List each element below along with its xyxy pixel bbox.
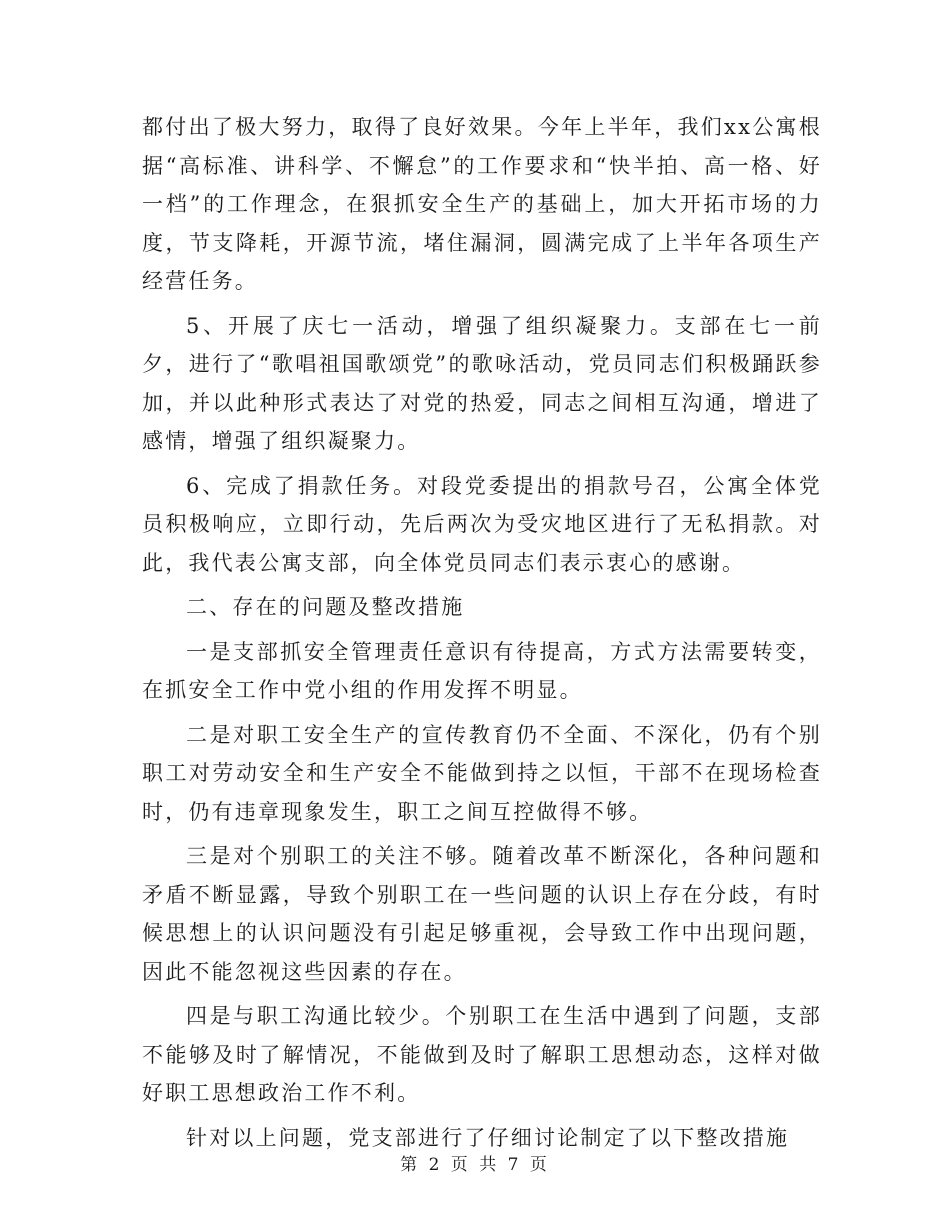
problem-2: 二是对职工安全生产的宣传教育仍不全面、不深化，仍有个别职工对劳动安全和生产安全不能做到持之以恒，干部不在现场检查时，仍有违章现象发生，职工之间互控做得不够。 — [142, 722, 822, 824]
document-body — [142, 108, 822, 1163]
section-heading: 二、存在的问题及整改措施 — [186, 595, 465, 619]
paragraph-item-5: 5、开展了庆七一活动，增强了组织凝聚力。支部在七一前夕，进行了“歌唱祖国歌颂党”的歌咏活动，党员同志们积极踊跃参加，并以此种形式表达了对党的热爱，同志之间相互沟通，增进了感情，增强了组织凝聚力。 — [142, 313, 822, 453]
measures-intro: 针对以上问题，党支部进行了仔细讨论制定了以下整改措施 — [186, 1125, 790, 1150]
page-footer: 第 2 页 共 7 页 — [400, 1155, 550, 1175]
problem-1: 一是支部抓安全管理责任意识有待提高，方式方法需要转变，在抓安全工作中党小组的作用发挥不明显。 — [142, 639, 822, 702]
problem-3: 三是对个别职工的关注不够。随着改革不断深化，各种问题和矛盾不断显露，导致个别职工在一些问题的认识上存在分歧，有时候思想上的认识问题没有引起足够重视，会导致工作中出现问题，因此不能忽视这些因素的存在。 — [142, 844, 822, 984]
paragraph-item-6: 6、完成了捐款任务。对段党委提出的捐款号召，公寓全体党员积极响应，立即行动，先后两次为受灾地区进行了无私捐款。对此，我代表公寓支部，向全体党员同志们表示衷心的感谢。 — [142, 473, 822, 575]
paragraph-continuation: 都付出了极大努力，取得了良好效果。今年上半年，我们xx公寓根据“高标准、讲科学、不懈怠”的工作要求和“快半拍、高一格、好一档”的工作理念，在狠抓安全生产的基础上，加大开拓市场的力度，节支降耗，开源节流，堵住漏洞，圆满完成了上半年各项生产经营任务。 — [142, 115, 822, 293]
problem-4: 四是与职工沟通比较少。个别职工在生活中遇到了问题，支部不能够及时了解情况，不能做到及时了解职工思想动态，这样对做好职工思想政治工作不利。 — [142, 1004, 822, 1105]
